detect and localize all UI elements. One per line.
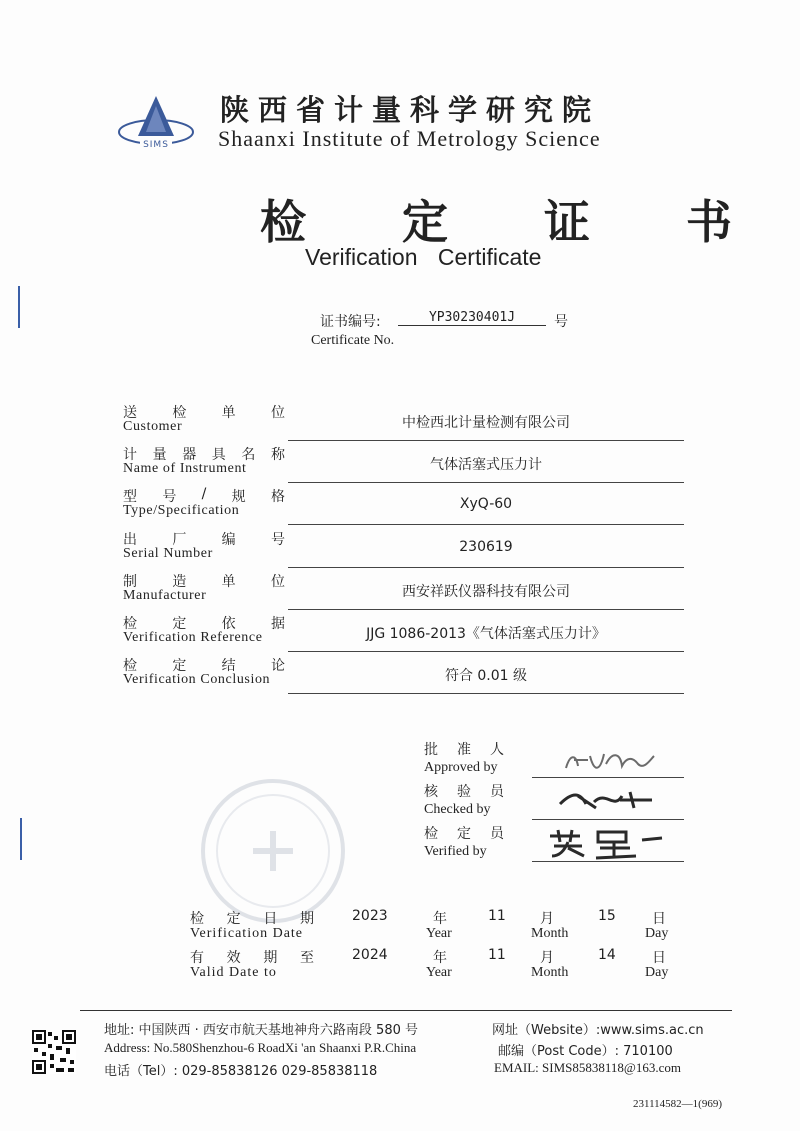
date-month: 11: [488, 908, 506, 924]
certificate-no-value: YP30230401J: [398, 310, 546, 326]
date-label-char: 期: [299, 911, 314, 927]
date-year: 2024: [352, 947, 388, 963]
field-label-en: Customer: [123, 419, 183, 434]
month-unit-cn: 月: [540, 911, 554, 927]
field-label-char: 编: [221, 531, 236, 548]
footer-rule: [80, 1010, 732, 1011]
signature-label-en: Verified by: [424, 844, 487, 859]
footer-postcode: 邮编（Post Code）: 710100: [498, 1044, 673, 1059]
month-unit-en: Month: [531, 926, 569, 941]
field-label-char: 检: [123, 658, 137, 675]
edge-mark-bottom: [20, 818, 22, 860]
field-underline: [288, 651, 684, 652]
field-value: 中检西北计量检测有限公司: [402, 415, 570, 431]
field-label-en: Type/Specification: [123, 503, 240, 519]
footer-address-en: Address: No.580Shenzhou-6 RoadXi 'an Shaanxi P.R.China: [104, 1040, 417, 1055]
title-en: Verification Certificate: [305, 244, 542, 270]
signature-label-char: 批: [424, 742, 438, 758]
field-underline: [288, 524, 684, 525]
field-label-char: 位: [270, 573, 285, 590]
org-name-cn: 陕西省计量科学研究院: [220, 93, 601, 127]
field-label-char: 规: [231, 489, 246, 506]
field-value: JJG 1086-2013《气体活塞式压力计》: [366, 626, 606, 642]
signature-label-en: Checked by: [424, 802, 491, 817]
signature-verified-mark: [546, 826, 666, 860]
field-label-char: 型: [123, 489, 137, 506]
org-name-en: Shaanxi Institute of Metrology Science: [218, 126, 601, 151]
footer-website: 网址（Website）:www.sims.ac.cn: [492, 1023, 704, 1038]
date-label-cn: [190, 908, 314, 928]
date-day: 14: [598, 947, 616, 963]
logo-text: SIMS: [143, 140, 169, 150]
day-unit-cn: 日: [652, 950, 666, 966]
field-label-char: 造: [172, 573, 187, 590]
certificate-no-suffix: 号: [554, 314, 568, 330]
signature-label-char: 员: [490, 826, 504, 842]
field-underline: [288, 440, 684, 441]
signature-label-char: 检: [424, 826, 438, 842]
field-label-char: 厂: [172, 531, 187, 548]
field-label-char: 单: [221, 405, 236, 421]
field-label-char: 格: [270, 489, 285, 506]
field-label-en: Verification Conclusion: [123, 672, 271, 688]
signature-label-cn: [424, 739, 504, 759]
field-label-char: 出: [123, 531, 137, 548]
signature-label-cn: [424, 823, 504, 843]
signature-label-char: 员: [490, 784, 504, 800]
field-label-char: 量: [152, 447, 167, 464]
field-value: 230619: [459, 538, 513, 555]
date-year: 2023: [352, 908, 388, 924]
date-label-char: 有: [190, 950, 204, 966]
field-value: 气体活塞式压力计: [430, 457, 542, 474]
date-label-char: 定: [226, 911, 241, 927]
document-code: 231114582—1(969): [632, 1098, 722, 1110]
field-label-char: 器: [182, 447, 197, 464]
signature-line: [532, 819, 684, 820]
field-value: 符合 0.01 级: [444, 668, 528, 685]
signature-label-en: Approved by: [424, 760, 498, 775]
date-label-char: 效: [226, 950, 241, 966]
date-label-char: 至: [299, 950, 314, 966]
date-label-char: 日: [263, 911, 278, 927]
signature-checked-mark: [556, 786, 666, 814]
field-label-char: 单: [221, 573, 236, 590]
year-unit-en: Year: [426, 926, 452, 941]
signature-label-char: 核: [424, 784, 438, 800]
field-label-char: 计: [123, 447, 137, 464]
field-label-char: 检: [123, 616, 137, 632]
field-label-char: 依: [221, 616, 236, 632]
field-label-char: 称: [270, 447, 285, 464]
field-label-char: 定: [172, 616, 187, 632]
signature-label-char: 准: [457, 742, 471, 758]
field-value: 西安祥跃仪器科技有限公司: [402, 583, 570, 600]
field-label-char: 具: [211, 447, 226, 464]
field-label-char: /: [201, 486, 207, 503]
signature-label-char: 定: [457, 826, 471, 842]
certificate-no-label-en: Certificate No.: [311, 333, 395, 348]
field-label-en: Serial Number: [123, 545, 213, 561]
field-label-char: 论: [270, 658, 285, 675]
field-label-char: 检: [172, 405, 187, 421]
footer-email: EMAIL: SIMS85838118@163.com: [494, 1060, 681, 1075]
signature-approved-mark: [560, 746, 660, 776]
field-label-en: Verification Reference: [123, 630, 263, 645]
field-underline: [288, 567, 684, 568]
year-unit-cn: 年: [433, 911, 447, 927]
field-value: XyQ-60: [459, 496, 513, 513]
title-cn: 检 定 证 书: [260, 195, 773, 249]
signature-label-cn: [424, 781, 504, 801]
field-label-char: 名: [241, 447, 256, 464]
field-label-char: 位: [270, 405, 285, 421]
field-label-char: 送: [123, 405, 137, 421]
field-label-en: Name of Instrument: [123, 461, 247, 477]
field-label-char: 定: [172, 658, 187, 675]
date-label-char: 检: [190, 911, 204, 927]
date-month: 11: [488, 947, 506, 963]
date-label-en: Valid Date to: [190, 965, 277, 980]
day-unit-en: Day: [645, 965, 669, 980]
field-label-char: 号: [162, 489, 177, 506]
edge-mark-top: [18, 286, 20, 328]
signature-line: [532, 861, 684, 862]
field-label-char: 结: [221, 658, 236, 675]
day-unit-en: Day: [645, 926, 669, 941]
date-label-en: Verification Date: [190, 926, 304, 941]
field-label-char: 制: [123, 573, 137, 590]
year-unit-en: Year: [426, 965, 452, 980]
field-label-en: Manufacturer: [123, 587, 207, 603]
field-underline: [288, 482, 684, 483]
seal-stamp-icon: [198, 776, 348, 926]
date-label-char: 期: [263, 950, 278, 966]
date-label-cn: [190, 947, 314, 967]
signature-label-char: 人: [490, 742, 504, 758]
field-underline: [288, 693, 684, 694]
day-unit-cn: 日: [652, 911, 666, 927]
field-underline: [288, 609, 684, 610]
year-unit-cn: 年: [433, 950, 447, 966]
month-unit-en: Month: [531, 965, 569, 980]
qr-code-icon: [32, 1030, 76, 1074]
footer-tel: 电话（Tel）: 029-85838126 029-85838118: [104, 1064, 378, 1079]
certificate-no-label-cn: 证书编号:: [320, 314, 381, 330]
footer-address-cn: 地址: 中国陕西 · 西安市航天基地神舟六路南段 580 号: [104, 1023, 418, 1038]
date-day: 15: [598, 908, 616, 924]
sims-logo-icon: [116, 94, 196, 156]
field-label-char: 号: [270, 531, 285, 548]
signature-line: [532, 777, 684, 778]
signature-label-char: 验: [457, 784, 471, 800]
field-label-char: 据: [270, 616, 285, 632]
month-unit-cn: 月: [540, 950, 554, 966]
